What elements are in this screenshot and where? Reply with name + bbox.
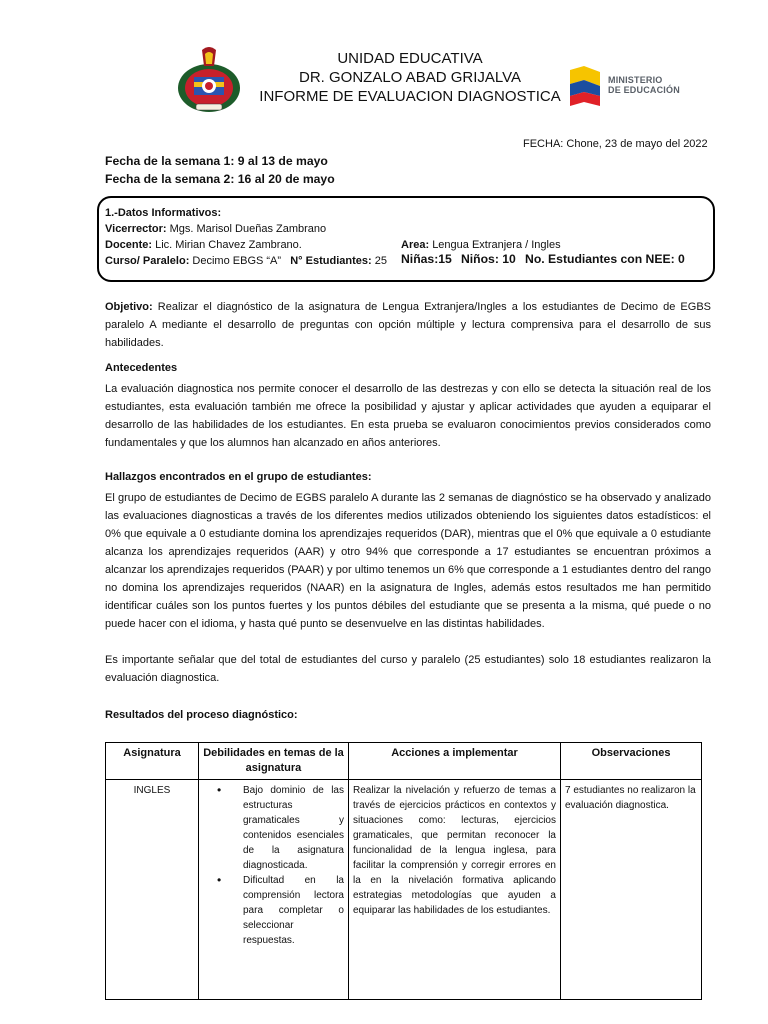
column-header: Acciones a implementar: [349, 743, 561, 780]
debilidad-item: • Dificultad en la comprensión lectora para completar o seleccionar respuestas.: [243, 873, 344, 948]
title-line: INFORME DE EVALUACION DIAGNOSTICA: [259, 88, 561, 105]
week-2-date: Fecha de la semana 2: 16 al 20 de mayo: [105, 172, 335, 186]
debilidades-cell: [199, 780, 349, 1000]
info-heading: 1.-Datos Informativos:: [105, 207, 222, 219]
docente-value: Lic. Mirian Chavez Zambrano.: [155, 239, 302, 251]
objetivo-label: Objetivo:: [105, 301, 153, 313]
column-header: Asignatura: [106, 743, 199, 780]
antecedentes-heading: Antecedentes: [105, 362, 178, 374]
column-header: Debilidades en temas de la asignatura: [199, 743, 349, 780]
school-crest-logo: [176, 44, 242, 116]
curso-row: [105, 253, 715, 271]
hallazgos-heading: Hallazgos encontrados en el grupo de estudiantes:: [105, 471, 372, 483]
info-section: [105, 205, 715, 271]
title-line: DR. GONZALO ABAD GRIJALVA: [299, 69, 521, 86]
vicerrector-label: Vicerrector:: [105, 223, 167, 235]
vicerrector-row: [105, 221, 715, 237]
table-row: [106, 780, 702, 1000]
objetivo-text: Realizar el diagnóstico de la asignatura de Lengua Extranjera/Ingles a los estudiantes de Decimo de EGBS paralelo A mediante el desarrollo de preguntas con opción múltiple y lectura comprensiva para el desarrollo de sus habilidades.: [105, 301, 711, 349]
debilidad-item: • Bajo dominio de las estructuras gramaticales y contenidos esenciales de la asignatura diagnosticada.: [243, 783, 344, 873]
column-header: Observaciones: [561, 743, 702, 780]
hallazgos-paragraph: El grupo de estudiantes de Decimo de EGBS paralelo A durante las 2 semanas de diagnóstico se ha observado y analizado las evaluaciones diagnosticas a través de los diferentes medios utilizados obteniendo los siguientes datos estadísticos: el 0% que equivale a 0 estudiante domina los aprendizajes requeridos (DAR), mientras que el 0% que equivale a 0 estudiante alcanza los aprendizajes requeridos (AAR) y otro 94% que corresponde a 17 estudiantes se encuentran próximos a alcanzar los aprendizajes requeridos (PAAR) y por ultimo tenemos un 6% que corresponde a 1 estudiantes dentro del rango no domina los aprendizajes requeridos (NAAR) en la asignatura de Ingles, además estos resultados me han permitido identificar cuáles son los puntos fuertes y los puntos débiles del estudiante que se presenta a la misma, qué puede o no puede hacer con el idioma, y hasta qué punto se desenvuelve en las distintas habilidades.: [105, 492, 711, 630]
nee-count: No. Estudiantes con NEE: 0: [525, 252, 685, 266]
gender-counts: [401, 251, 685, 268]
week-1-date: Fecha de la semana 1: 9 al 13 de mayo: [105, 154, 328, 168]
asignatura-cell: INGLES: [106, 780, 199, 1000]
title-line: UNIDAD EDUCATIVA: [337, 50, 483, 67]
ministry-logo-line: MINISTERIO: [608, 75, 663, 85]
curso-label: Curso/ Paralelo:: [105, 255, 190, 267]
ministry-logo-line: DE EDUCACIÓN: [608, 85, 680, 95]
ministry-logo: [570, 66, 680, 106]
estudiantes-label: N° Estudiantes:: [290, 255, 372, 267]
acciones-cell: Realizar la nivelación y refuerzo de temas a través de ejercicios prácticos en contextos y situaciones como: lecturas, ejercicios gramaticales, que permitan reconocer la funcionalidad de la lengua inglesa, para facilitar la comprensión y corregir errores en la en la nivelación formativa aplicando estrategias metodologías que ayuden a equiparar las habilidades de los estudiantes.: [349, 780, 561, 1000]
vicerrector-value: Mgs. Marisol Dueñas Zambrano: [169, 223, 327, 235]
curso-value: Decimo EBGS “A”: [192, 255, 282, 267]
ninas-count: Niñas:15: [401, 252, 452, 266]
docente-label: Docente:: [105, 239, 153, 251]
antecedentes-paragraph: La evaluación diagnostica nos permite conocer el desarrollo de las destrezas y con ello se detecta la situación real de los estudiantes, esta evaluación también me ofrece la posibilidad y ajustar y aplicar actividades que ayuden a equiparar el desarrollo de las habilidades de los estudiantes. En esta prueba se evaluaron conocimientos previos considerados como fundamentales y que los alumnos han alcanzado en años anteriores.: [105, 383, 711, 449]
resultados-heading: Resultados del proceso diagnóstico:: [105, 709, 298, 721]
results-table: [105, 742, 702, 1000]
report-date: FECHA: Chone, 23 de mayo del 2022: [523, 138, 708, 150]
document-title: [250, 49, 570, 106]
estudiantes-value: 25: [374, 255, 387, 267]
table-header-row: [106, 743, 702, 780]
hallazgos-note: Es importante señalar que del total de estudiantes del curso y paralelo (25 estudiantes) solo 18 estudiantes realizaron la evaluación diagnostica.: [105, 654, 711, 684]
observaciones-cell: 7 estudiantes no realizaron la evaluación diagnostica.: [561, 780, 702, 1000]
ninos-count: Niños: 10: [460, 252, 516, 266]
objetivo-paragraph: [105, 298, 711, 352]
area-value: Lengua Extranjera / Ingles: [432, 239, 561, 251]
area-label: Area:: [401, 239, 430, 251]
week-dates: [105, 152, 335, 188]
